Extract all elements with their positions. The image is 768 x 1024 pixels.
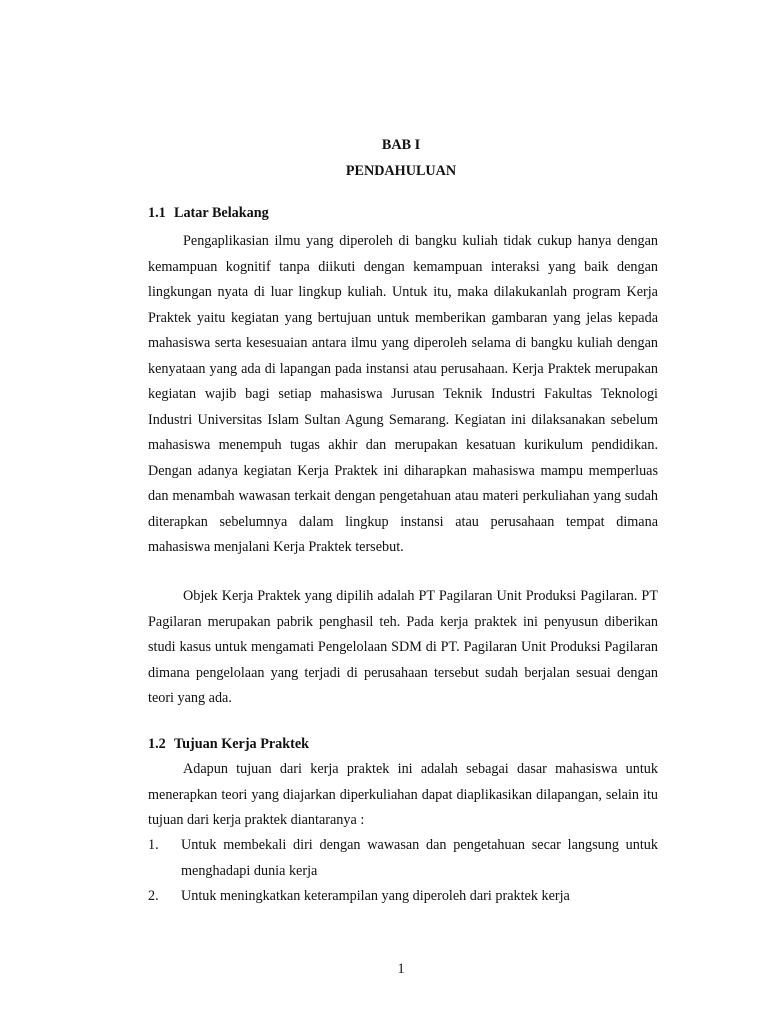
tujuan-list [148, 833, 658, 910]
paragraph-latar-belakang-1: Pengaplikasian ilmu yang diperoleh di bangku kuliah tidak cukup hanya dengan kemampuan kognitif tanpa diikuti dengan kemampuan interaksi yang baik dengan lingkungan nyata di luar lingkup kuliah. Untuk itu, maka dilakukanlah program Kerja Praktek yaitu kegiatan yang bertujuan untuk memberikan gambaran yang jelas kepada mahasiswa serta kesesuaian antara ilmu yang diperoleh selama di bangku kuliah dengan kenyataan yang ada di lapangan pada instansi atau perusahaan. Kerja Praktek merupakan kegiatan wajib bagi setiap mahasiswa Jurusan Teknik Industri Fakultas Teknologi Industri Universitas Islam Sultan Agung Semarang. Kegiatan ini dilaksanakan sebelum mahasiswa menempuh tugas akhir dan merupakan kesatuan kurikulum pendidikan. Dengan adanya kegiatan Kerja Praktek ini diharapkan mahasiswa mampu memperluas dan menambah wawasan terkait dengan pengetahuan atau materi perkuliahan yang sudah diterapkan sebelumnya dalam lingkup instansi atau perusahaan tempat dimana mahasiswa menjalani Kerja Praktek tersebut. [148, 233, 658, 555]
chapter-title: PENDAHULUAN [345, 163, 457, 179]
section-title: Tujuan Kerja Praktek [174, 736, 310, 752]
list-marker: 1. [148, 837, 159, 853]
list-marker: 2. [148, 888, 159, 904]
section-title: Latar Belakang [174, 205, 269, 221]
list-item-text: Untuk membekali diri dengan wawasan dan pengetahuan secar langsung untuk menghadapi dunia kerja [181, 837, 658, 879]
section-number: 1.2 [148, 736, 166, 752]
section-heading-tujuan-kerja-praktek [148, 736, 309, 753]
page-number: 1 [397, 961, 405, 977]
list-item [148, 833, 658, 884]
list-item-text: Untuk meningkatkan keterampilan yang diperoleh dari praktek kerja [181, 888, 570, 904]
section-heading-latar-belakang [148, 205, 269, 222]
paragraph-tujuan-1: Adapun tujuan dari kerja praktek ini adalah sebagai dasar mahasiswa untuk menerapkan teori yang diajarkan diperkuliahan dapat diaplikasikan dilapangan, selain itu tujuan dari kerja praktek diantaranya : [148, 761, 658, 828]
chapter-number: BAB I [381, 137, 421, 153]
list-item [148, 884, 658, 910]
section-number: 1.1 [148, 205, 166, 221]
paragraph-latar-belakang-2: Objek Kerja Praktek yang dipilih adalah PT Pagilaran Unit Produksi Pagilaran. PT Pagilaran merupakan pabrik penghasil teh. Pada kerja praktek ini penyusun diberikan studi kasus untuk mengamati Pengelolaan SDM di PT. Pagilaran Unit Produksi Pagilaran dimana pengelolaan yang terjadi di perusahaan tersebut sudah berjalan sesuai dengan teori yang ada. [148, 588, 658, 706]
